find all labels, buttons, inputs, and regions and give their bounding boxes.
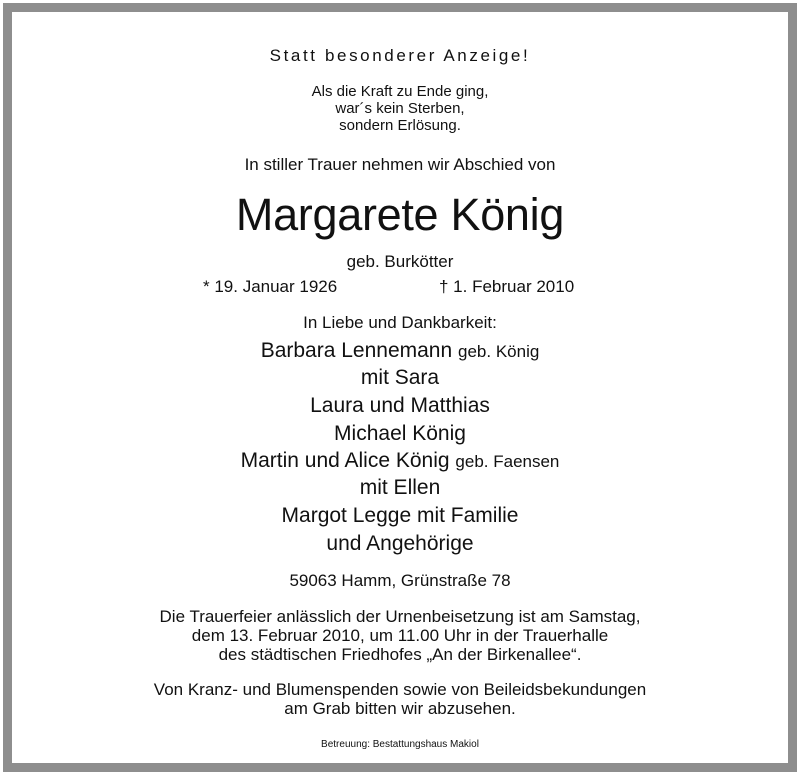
donation-request-line: Von Kranz- und Blumenspenden sowie von Beileidsbekundungen [153, 680, 647, 699]
donation-request-line: am Grab bitten wir abzusehen. [284, 699, 516, 718]
death-date: † 1. Februar 2010 [439, 277, 575, 296]
funeral-home-credit: Betreuung: Bestattungshaus Makiol [321, 739, 479, 750]
mourner-name: mit Sara [360, 366, 440, 389]
mourner-line [12, 340, 788, 361]
mourner-line [12, 395, 788, 416]
obituary-border [3, 3, 797, 772]
poem-line: Als die Kraft zu Ende ging, [311, 83, 489, 100]
birth-date: * 19. Januar 1926 [203, 277, 338, 296]
obituary-notice [12, 12, 788, 763]
mourner-name: Martin und Alice König [240, 449, 450, 472]
mourner-name: Barbara Lennemann [260, 339, 453, 362]
mourner-line [12, 477, 788, 498]
mourner-line [12, 367, 788, 388]
mourner-name: Laura und Matthias [310, 394, 490, 417]
mourner-note: geb. Faensen [455, 452, 560, 471]
mourner-line [12, 450, 788, 471]
deceased-name: Margarete König [235, 189, 565, 240]
mourner-line [12, 533, 788, 554]
family-address: 59063 Hamm, Grünstraße 78 [289, 571, 511, 590]
mourner-line [12, 505, 788, 526]
mourner-name: und Angehörige [326, 532, 474, 555]
ceremony-line: Die Trauerfeier anlässlich der Urnenbeisetzung ist am Samstag, [159, 607, 641, 626]
poem-line: war´s kein Sterben, [335, 100, 465, 117]
mourner-name: Margot Legge mit Familie [281, 504, 519, 527]
farewell-intro: In stiller Trauer nehmen wir Abschied von [244, 155, 556, 174]
notice-heading: Statt besonderer Anzeige! [269, 46, 531, 65]
ceremony-line: dem 13. Februar 2010, um 11.00 Uhr in der Trauerhalle [191, 626, 609, 645]
poem-line: sondern Erlösung. [339, 117, 461, 134]
dedication: In Liebe und Dankbarkeit: [303, 313, 497, 332]
mourner-line [12, 423, 788, 444]
mourner-note: geb. König [458, 342, 540, 361]
mourner-name: Michael König [334, 422, 466, 445]
maiden-name: geb. Burkötter [346, 252, 454, 271]
mourner-name: mit Ellen [359, 476, 441, 499]
ceremony-line: des städtischen Friedhofes „An der Birkenallee“. [218, 645, 582, 664]
